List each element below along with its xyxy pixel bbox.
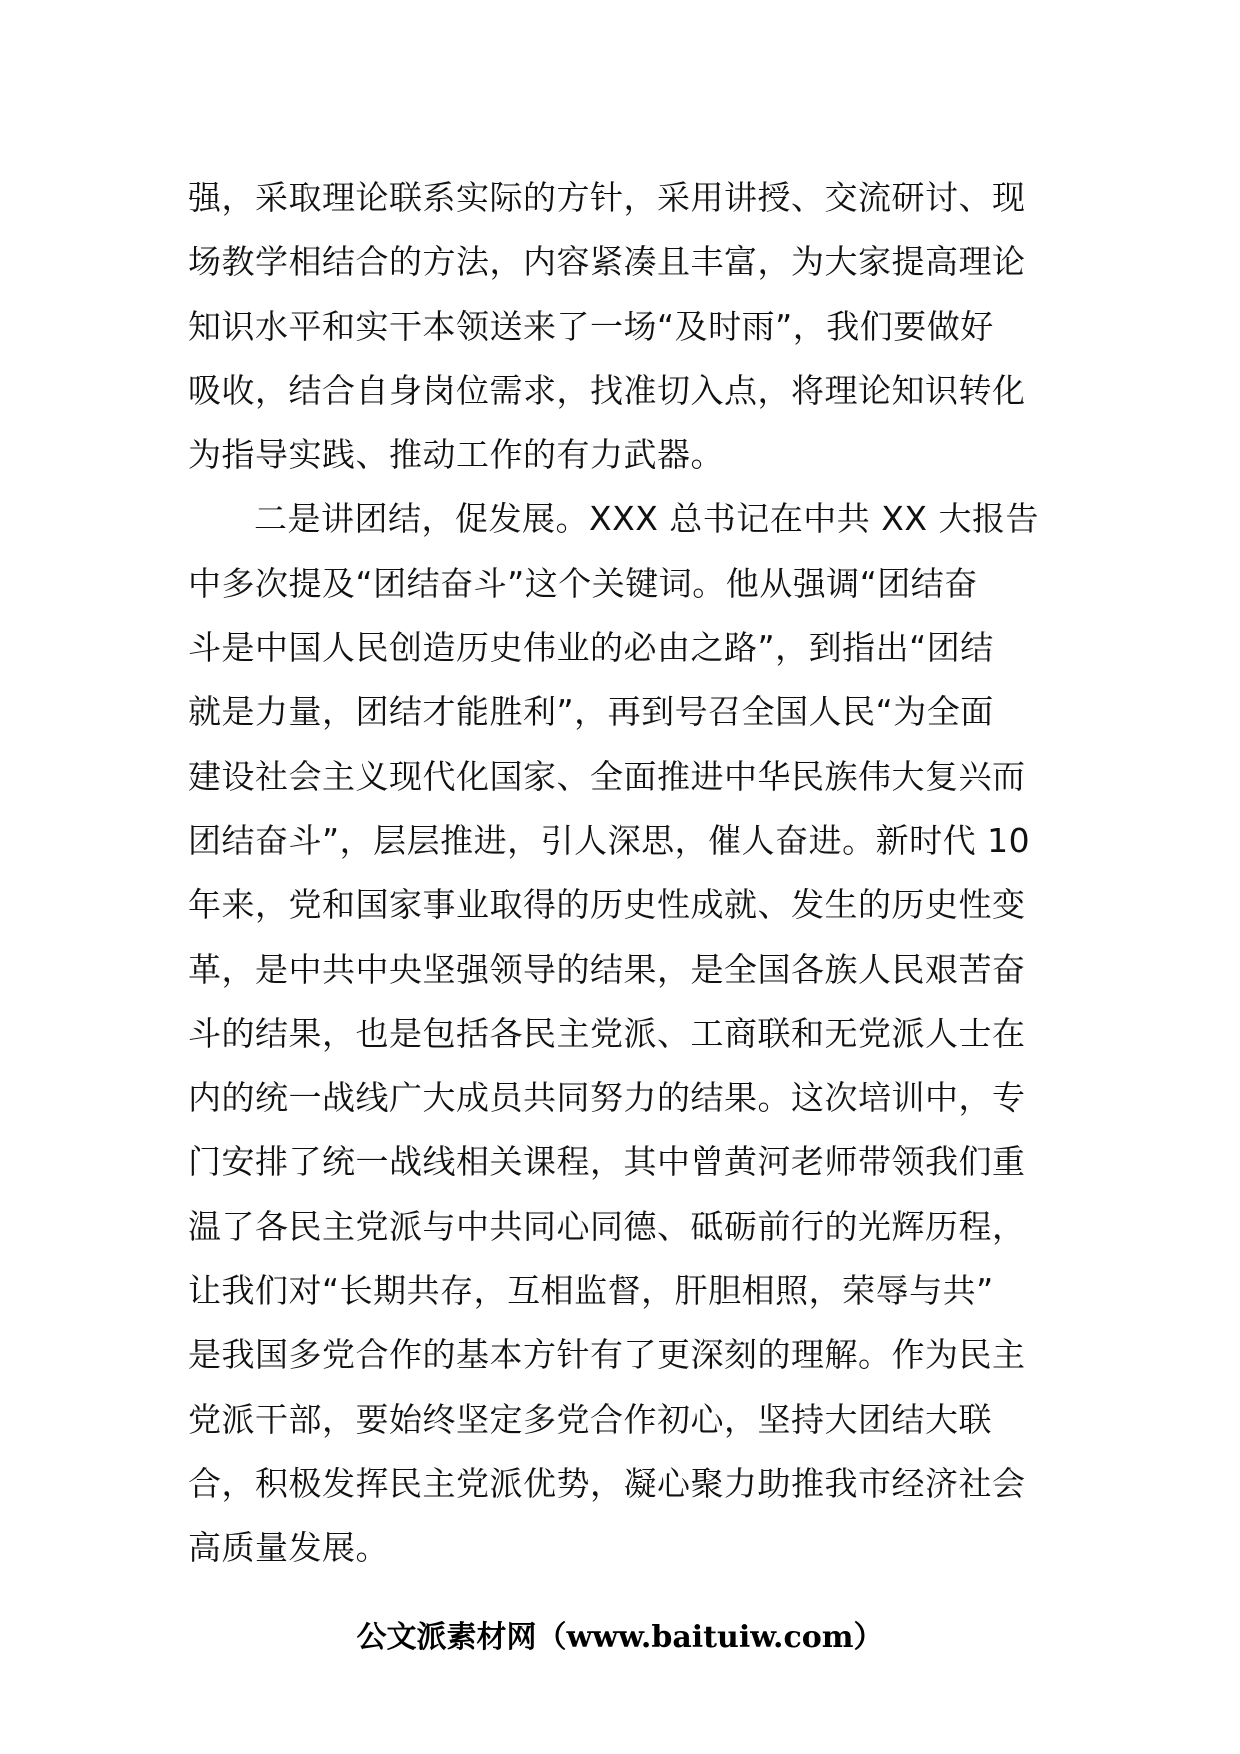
text-line: 高质量发展。	[188, 1528, 389, 1568]
text-line: 二是讲团结，促发展。XXX 总书记在中共 XX 大报告	[254, 499, 1040, 539]
text-line: 中多次提及“团结奋斗”这个关键词。他从强调“团结奋	[188, 563, 978, 603]
paragraph-2	[188, 487, 1060, 1580]
text-line: 党派干部，要始终坚定多党合作初心，坚持大团结大联	[188, 1399, 992, 1439]
footer-watermark: 公文派素材网（www.baituiw.com）	[356, 1620, 884, 1655]
text-line: 建设社会主义现代化国家、全面推进中华民族伟大复兴而	[188, 756, 1026, 796]
text-line: 温了各民主党派与中共同心同德、砥砺前行的光辉历程，	[188, 1206, 1026, 1246]
text-line: 知识水平和实干本领送来了一场“及时雨”，我们要做好	[188, 306, 994, 346]
text-line: 合，积极发挥民主党派优势，凝心聚力助推我市经济社会	[188, 1463, 1026, 1503]
text-line: 强，采取理论联系实际的方针，采用讲授、交流研讨、现	[188, 178, 1026, 217]
text-line: 团结奋斗”，层层推进，引人深思，催人奋进。新时代 10	[188, 820, 1031, 860]
text-line: 让我们对“长期共存，互相监督，肝胆相照，荣辱与共”	[188, 1271, 994, 1311]
document-body	[188, 166, 1060, 1581]
text-line: 革，是中共中央坚强领导的结果，是全国各族人民艰苦奋	[188, 949, 1026, 989]
text-line: 就是力量，团结才能胜利”，再到号召全国人民“为全面	[188, 692, 994, 732]
paragraph-1	[188, 166, 1060, 487]
text-line: 是我国多党合作的基本方针有了更深刻的理解。作为民主	[188, 1335, 1026, 1375]
text-line: 斗是中国人民创造历史伟业的必由之路”，到指出“团结	[188, 628, 994, 668]
text-line: 吸收，结合自身岗位需求，找准切入点，将理论知识转化	[188, 370, 1026, 410]
text-line: 场教学相结合的方法，内容紧凑且丰富，为大家提高理论	[188, 242, 1026, 282]
text-line: 斗的结果，也是包括各民主党派、工商联和无党派人士在	[188, 1013, 1026, 1053]
text-line: 内的统一战线广大成员共同努力的结果。这次培训中，专	[188, 1078, 1026, 1118]
text-line: 为指导实践、推动工作的有力武器。	[188, 435, 724, 475]
text-line: 门安排了统一战线相关课程，其中曾黄河老师带领我们重	[188, 1142, 1026, 1182]
text-line: 年来，党和国家事业取得的历史性成就、发生的历史性变	[188, 885, 1026, 925]
